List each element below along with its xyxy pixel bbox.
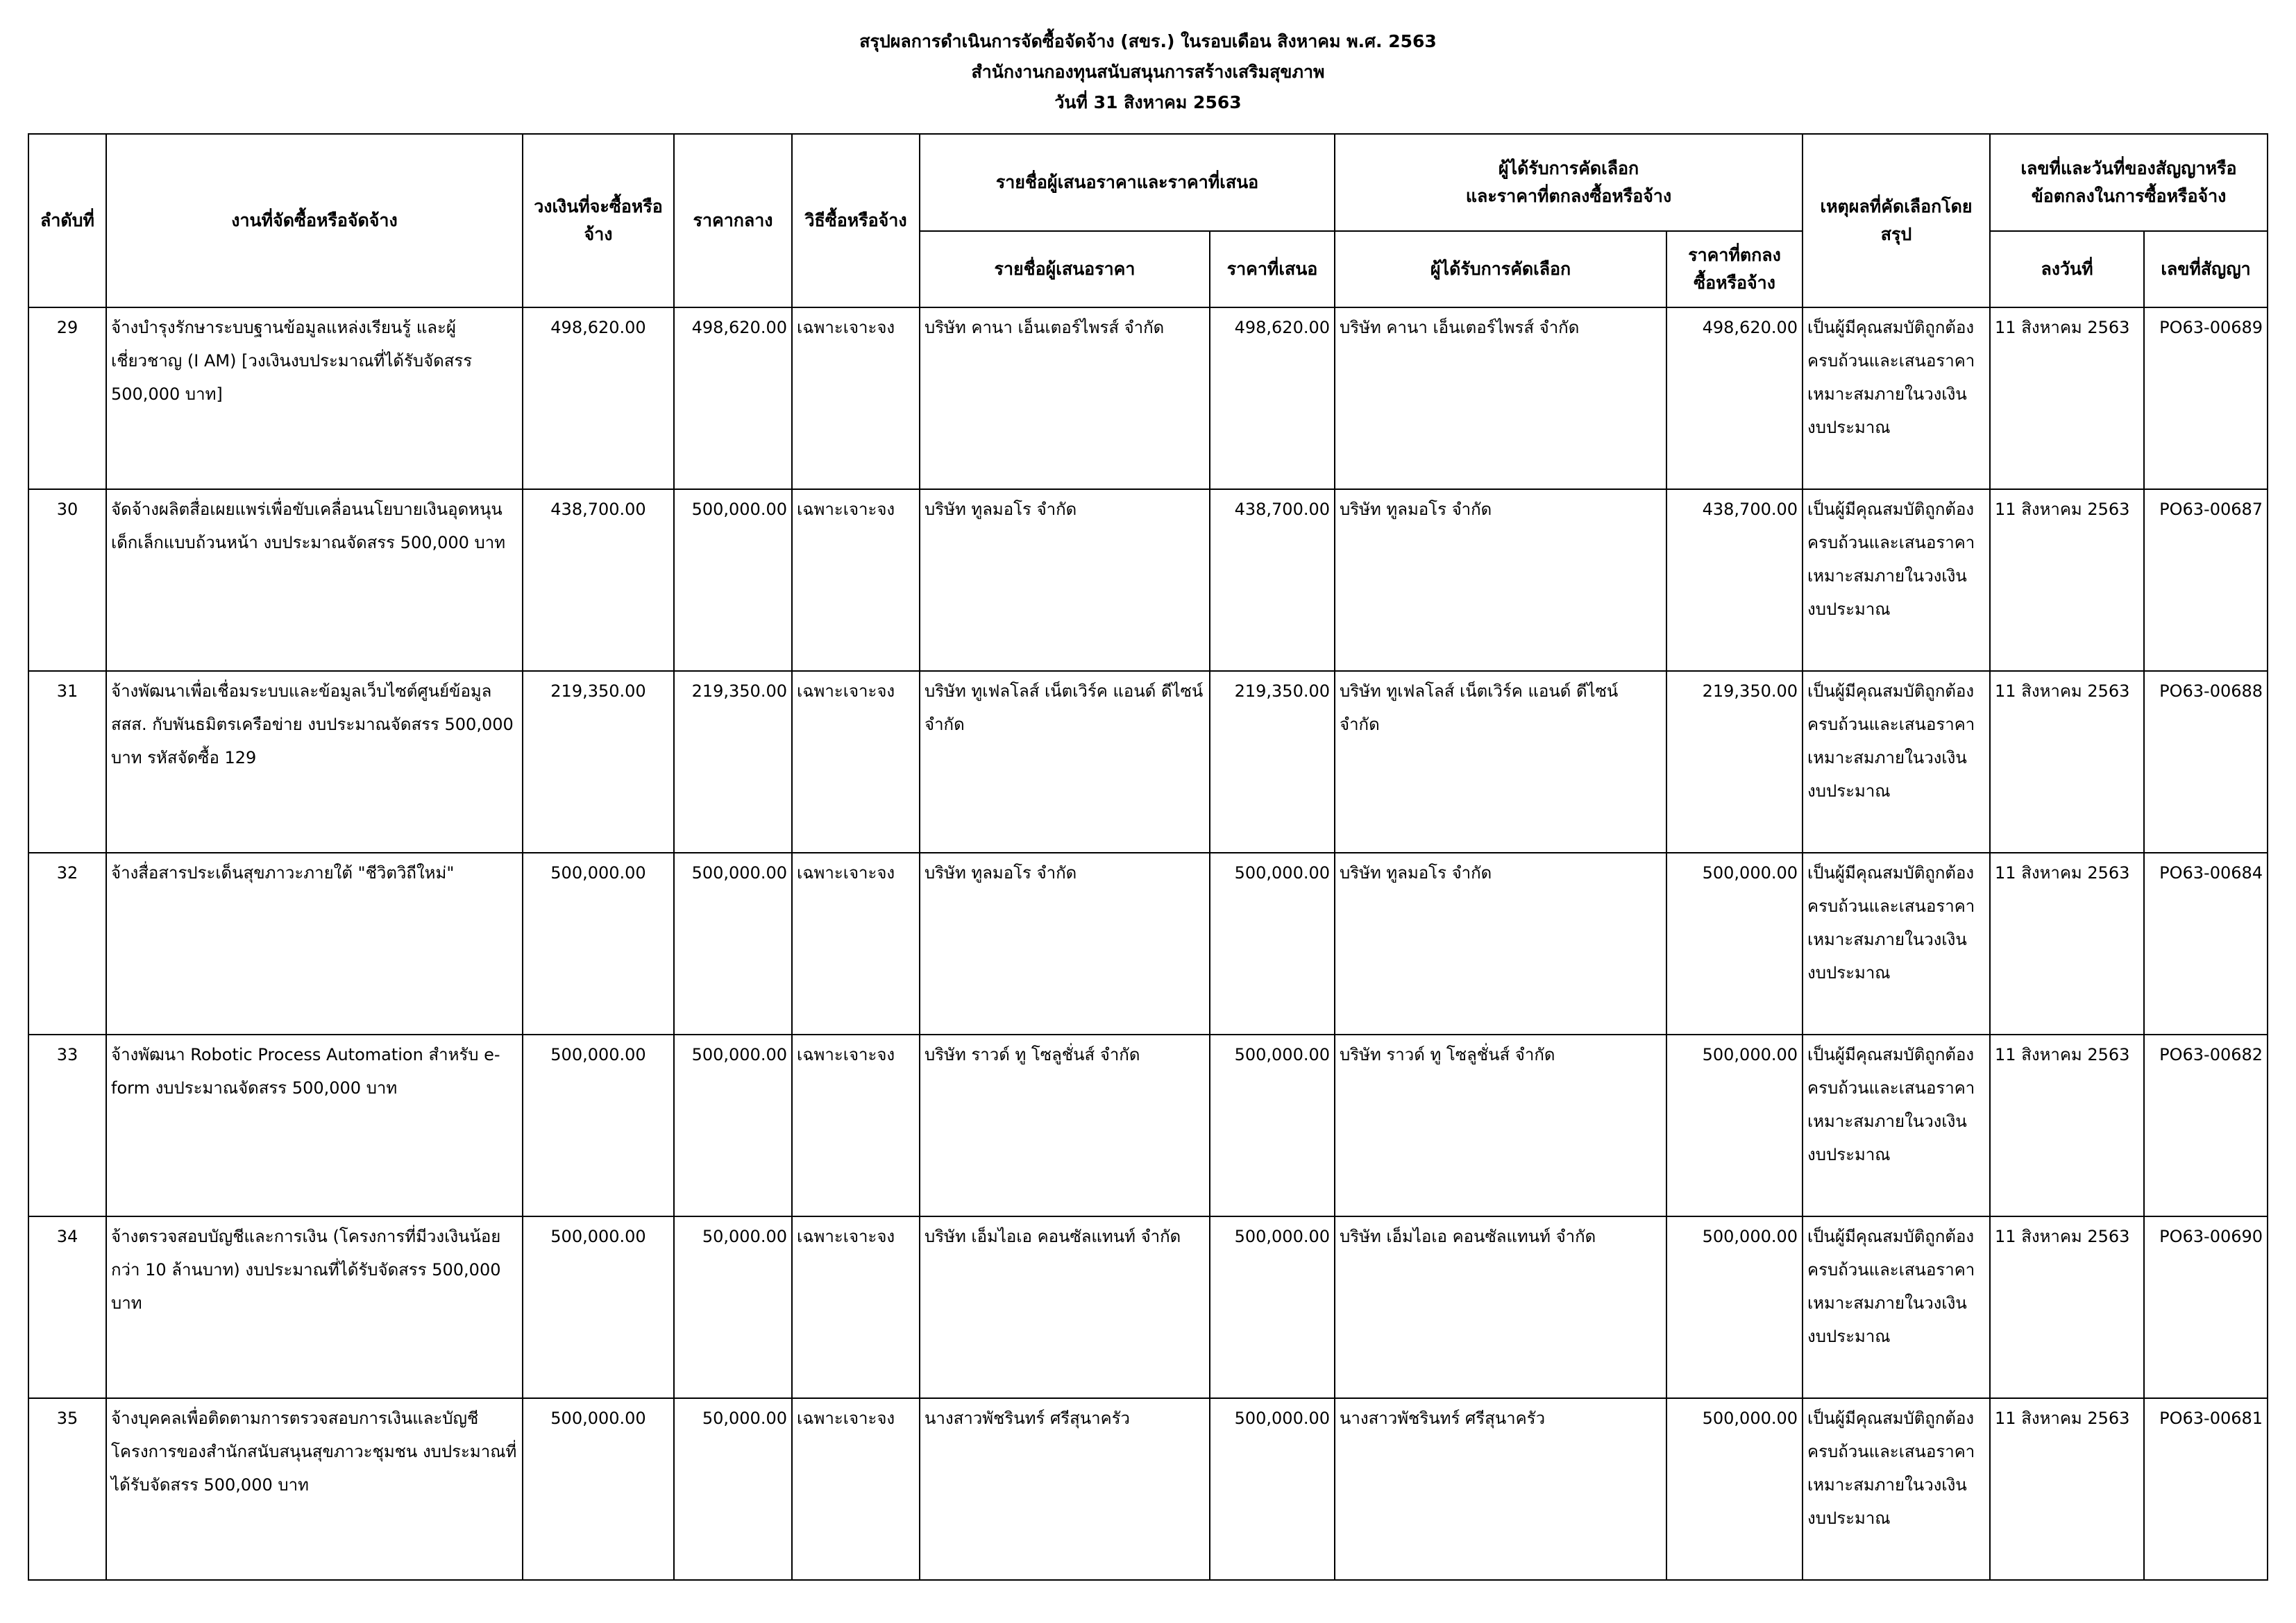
col-header-bidders-group: รายชื่อผู้เสนอราคาและราคาที่เสนอ (920, 134, 1335, 231)
row-work: จ้างพัฒนาเพื่อเชื่อมระบบและข้อมูลเว็บไซต์ศูนย์ข้อมูล สสส. กับพันธมิตรเครือข่าย งบประมาณจัดสรร 500,000 บาท รหัสจัดซื้อ 129 (106, 671, 523, 853)
agreed-price-line1: ราคาที่ตกลง (1688, 245, 1781, 265)
table-row (28, 307, 2268, 489)
col-header-contract-group (1990, 134, 2268, 231)
row-no: 32 (28, 853, 106, 1035)
row-median-price: 50,000.00 (674, 1216, 792, 1398)
row-bidder: บริษัท เอ็มไอเอ คอนซัลแทนท์ จำกัด (920, 1216, 1210, 1398)
row-budget: 500,000.00 (523, 853, 674, 1035)
row-work: จ้างบุคคลเพื่อติดตามการตรวจสอบการเงินและบัญชีโครงการของสำนักสนับสนุนสุขภาวะชุมชน งบประมาณที่ได้รับจัดสรร 500,000 บาท (106, 1398, 523, 1580)
table-row (28, 1216, 2268, 1398)
row-reason: เป็นผู้มีคุณสมบัติถูกต้องครบถ้วนและเสนอราคาเหมาะสมภายในวงเงินงบประมาณ (1803, 489, 1990, 671)
col-header-selected-group (1335, 134, 1803, 231)
row-bid-price: 438,700.00 (1210, 489, 1335, 671)
row-method: เฉพาะเจาะจง (792, 1216, 920, 1398)
table-row (28, 1398, 2268, 1580)
row-contract-no: PO63-00690 (2144, 1216, 2268, 1398)
row-contract-date: 11 สิงหาคม 2563 (1990, 1035, 2144, 1216)
table-row (28, 671, 2268, 853)
row-selected: บริษัท ทูลมอโร จำกัด (1335, 489, 1666, 671)
row-no: 34 (28, 1216, 106, 1398)
row-contract-date: 11 สิงหาคม 2563 (1990, 1216, 2144, 1398)
row-work: จ้างตรวจสอบบัญชีและการเงิน (โครงการที่มีวงเงินน้อยกว่า 10 ล้านบาท) งบประมาณที่ได้รับจัดสรร 500,000 บาท (106, 1216, 523, 1398)
row-no: 33 (28, 1035, 106, 1216)
row-budget: 500,000.00 (523, 1035, 674, 1216)
row-selected: บริษัท ราวด์ ทู โซลูชั่นส์ จำกัด (1335, 1035, 1666, 1216)
row-contract-no: PO63-00681 (2144, 1398, 2268, 1580)
row-reason: เป็นผู้มีคุณสมบัติถูกต้องครบถ้วนและเสนอราคาเหมาะสมภายในวงเงินงบประมาณ (1803, 1035, 1990, 1216)
row-reason: เป็นผู้มีคุณสมบัติถูกต้องครบถ้วนและเสนอราคาเหมาะสมภายในวงเงินงบประมาณ (1803, 853, 1990, 1035)
row-contract-no: PO63-00687 (2144, 489, 2268, 671)
table-row (28, 489, 2268, 671)
row-bidder: นางสาวพัชรินทร์ ศรีสุนาครัว (920, 1398, 1210, 1580)
col-header-contract-no: เลขที่สัญญา (2144, 231, 2268, 307)
col-header-method: วิธีซื้อหรือจ้าง (792, 134, 920, 307)
row-selected: บริษัท คานา เอ็นเตอร์ไพรส์ จำกัด (1335, 307, 1666, 489)
row-contract-date: 11 สิงหาคม 2563 (1990, 671, 2144, 853)
row-contract-no: PO63-00689 (2144, 307, 2268, 489)
row-agreed-price: 500,000.00 (1666, 1035, 1803, 1216)
row-budget: 498,620.00 (523, 307, 674, 489)
row-median-price: 500,000.00 (674, 489, 792, 671)
row-selected: บริษัท ทูเฟลโลส์ เน็ตเวิร์ค แอนด์ ดีไซน์ จำกัด (1335, 671, 1666, 853)
table-header (28, 134, 2268, 307)
row-selected: นางสาวพัชรินทร์ ศรีสุนาครัว (1335, 1398, 1666, 1580)
col-header-agreed-price (1666, 231, 1803, 307)
row-method: เฉพาะเจาะจง (792, 671, 920, 853)
col-header-bid-price: ราคาที่เสนอ (1210, 231, 1335, 307)
row-contract-no: PO63-00688 (2144, 671, 2268, 853)
col-header-bidder-name: รายชื่อผู้เสนอราคา (920, 231, 1210, 307)
row-reason: เป็นผู้มีคุณสมบัติถูกต้องครบถ้วนและเสนอราคาเหมาะสมภายในวงเงินงบประมาณ (1803, 1216, 1990, 1398)
col-header-no: ลำดับที่ (28, 134, 106, 307)
report-date: วันที่ 31 สิงหาคม 2563 (1054, 92, 1242, 112)
row-bidder: บริษัท ราวด์ ทู โซลูชั่นส์ จำกัด (920, 1035, 1210, 1216)
row-bid-price: 500,000.00 (1210, 1216, 1335, 1398)
row-median-price: 50,000.00 (674, 1398, 792, 1580)
row-selected: บริษัท ทูลมอโร จำกัด (1335, 853, 1666, 1035)
reason-line1: เหตุผลที่คัดเลือกโดย (1820, 196, 1973, 216)
row-median-price: 498,620.00 (674, 307, 792, 489)
row-work: จัดจ้างผลิตสื่อเผยแพร่เพื่อขับเคลื่อนนโยบายเงินอุดหนุนเด็กเล็กแบบถ้วนหน้า งบประมาณจัดสรร 500,000 บาท (106, 489, 523, 671)
row-bidder: บริษัท ทูลมอโร จำกัด (920, 853, 1210, 1035)
col-header-work: งานที่จัดซื้อหรือจัดจ้าง (106, 134, 523, 307)
row-selected: บริษัท เอ็มไอเอ คอนซัลแทนท์ จำกัด (1335, 1216, 1666, 1398)
row-reason: เป็นผู้มีคุณสมบัติถูกต้องครบถ้วนและเสนอราคาเหมาะสมภายในวงเงินงบประมาณ (1803, 1398, 1990, 1580)
row-no: 29 (28, 307, 106, 489)
row-contract-date: 11 สิงหาคม 2563 (1990, 307, 2144, 489)
row-budget: 500,000.00 (523, 1398, 674, 1580)
selected-group-line1: ผู้ได้รับการคัดเลือก (1498, 158, 1639, 178)
row-bid-price: 500,000.00 (1210, 1035, 1335, 1216)
row-no: 35 (28, 1398, 106, 1580)
row-contract-date: 11 สิงหาคม 2563 (1990, 489, 2144, 671)
row-bidder: บริษัท คานา เอ็นเตอร์ไพรส์ จำกัด (920, 307, 1210, 489)
row-bid-price: 500,000.00 (1210, 853, 1335, 1035)
contract-group-line2: ข้อตกลงในการซื้อหรือจ้าง (2031, 186, 2227, 206)
agency-name: สำนักงานกองทุนสนับสนุนการสร้างเสริมสุขภาพ (971, 62, 1325, 82)
row-bidder: บริษัท ทูเฟลโลส์ เน็ตเวิร์ค แอนด์ ดีไซน์ จำกัด (920, 671, 1210, 853)
row-contract-no: PO63-00682 (2144, 1035, 2268, 1216)
row-work: จ้างพัฒนา Robotic Process Automation สำหรับ e-form งบประมาณจัดสรร 500,000 บาท (106, 1035, 523, 1216)
document-header (0, 26, 2296, 118)
table-row (28, 853, 2268, 1035)
row-median-price: 500,000.00 (674, 1035, 792, 1216)
col-header-median-price: ราคากลาง (674, 134, 792, 307)
row-bid-price: 500,000.00 (1210, 1398, 1335, 1580)
row-work: จ้างบำรุงรักษาระบบฐานข้อมูลแหล่งเรียนรู้ และผู้เชี่ยวชาญ (I AM) [วงเงินงบประมาณที่ได้รับจัดสรร 500,000 บาท] (106, 307, 523, 489)
col-header-reason (1803, 134, 1990, 307)
report-title: สรุปผลการดำเนินการจัดซื้อจัดจ้าง (สขร.) ในรอบเดือน สิงหาคม พ.ศ. 2563 (859, 31, 1437, 51)
table-row (28, 1035, 2268, 1216)
row-budget: 438,700.00 (523, 489, 674, 671)
row-budget: 219,350.00 (523, 671, 674, 853)
row-reason: เป็นผู้มีคุณสมบัติถูกต้องครบถ้วนและเสนอราคาเหมาะสมภายในวงเงินงบประมาณ (1803, 671, 1990, 853)
row-agreed-price: 500,000.00 (1666, 1216, 1803, 1398)
selected-group-line2: และราคาที่ตกลงซื้อหรือจ้าง (1465, 186, 1672, 206)
row-agreed-price: 498,620.00 (1666, 307, 1803, 489)
procurement-table (28, 133, 2268, 1581)
row-method: เฉพาะเจาะจง (792, 1398, 920, 1580)
table-body (28, 307, 2268, 1580)
row-agreed-price: 438,700.00 (1666, 489, 1803, 671)
row-method: เฉพาะเจาะจง (792, 853, 920, 1035)
row-method: เฉพาะเจาะจง (792, 1035, 920, 1216)
col-header-budget: วงเงินที่จะซื้อหรือจ้าง (523, 134, 674, 307)
row-no: 30 (28, 489, 106, 671)
row-agreed-price: 500,000.00 (1666, 853, 1803, 1035)
row-median-price: 219,350.00 (674, 671, 792, 853)
contract-group-line1: เลขที่และวันที่ของสัญญาหรือ (2020, 158, 2237, 178)
row-no: 31 (28, 671, 106, 853)
row-work: จ้างสื่อสารประเด็นสุขภาวะภายใต้ "ชีวิตวิถีใหม่" (106, 853, 523, 1035)
row-bid-price: 498,620.00 (1210, 307, 1335, 489)
row-bid-price: 219,350.00 (1210, 671, 1335, 853)
row-method: เฉพาะเจาะจง (792, 489, 920, 671)
row-agreed-price: 219,350.00 (1666, 671, 1803, 853)
row-contract-date: 11 สิงหาคม 2563 (1990, 853, 2144, 1035)
col-header-selected-name: ผู้ได้รับการคัดเลือก (1335, 231, 1666, 307)
col-header-contract-date: ลงวันที่ (1990, 231, 2144, 307)
row-median-price: 500,000.00 (674, 853, 792, 1035)
row-agreed-price: 500,000.00 (1666, 1398, 1803, 1580)
row-contract-date: 11 สิงหาคม 2563 (1990, 1398, 2144, 1580)
row-method: เฉพาะเจาะจง (792, 307, 920, 489)
row-contract-no: PO63-00684 (2144, 853, 2268, 1035)
row-budget: 500,000.00 (523, 1216, 674, 1398)
row-bidder: บริษัท ทูลมอโร จำกัด (920, 489, 1210, 671)
agreed-price-line2: ซื้อหรือจ้าง (1694, 273, 1775, 293)
reason-line2: สรุป (1880, 224, 1912, 244)
row-reason: เป็นผู้มีคุณสมบัติถูกต้องครบถ้วนและเสนอราคาเหมาะสมภายในวงเงินงบประมาณ (1803, 307, 1990, 489)
